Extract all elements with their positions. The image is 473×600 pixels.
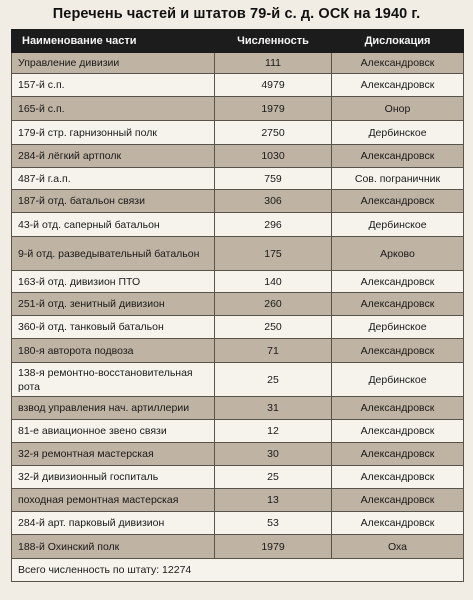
table-row <box>12 443 464 466</box>
table-row <box>12 512 464 535</box>
count-cell: 260 <box>215 293 332 316</box>
count-cell: 296 <box>215 213 332 237</box>
table-row <box>12 145 464 168</box>
total-cell: Всего численность по штату: 12274 <box>12 559 464 582</box>
unit-name-cell: 43-й отд. саперный батальон <box>12 213 215 237</box>
location-cell: Оха <box>332 535 464 559</box>
units-table <box>11 29 464 582</box>
table-row <box>12 121 464 145</box>
table-row <box>12 97 464 121</box>
count-cell: 25 <box>215 466 332 489</box>
location-cell: Дербинское <box>332 363 464 397</box>
count-cell: 1030 <box>215 145 332 168</box>
table-row <box>12 213 464 237</box>
unit-name-cell: 284-й лёгкий артполк <box>12 145 215 168</box>
location-cell: Александровск <box>332 145 464 168</box>
unit-name-cell: 284-й арт. парковый дивизион <box>12 512 215 535</box>
table-row <box>12 339 464 363</box>
unit-name-cell: 157-й с.п. <box>12 74 215 97</box>
location-cell: Александровск <box>332 293 464 316</box>
unit-name-cell: 163-й отд. дивизион ПТО <box>12 271 215 293</box>
location-cell: Александровск <box>332 53 464 74</box>
table-row <box>12 293 464 316</box>
unit-name-cell: взвод управления нач. артиллерии <box>12 397 215 420</box>
count-cell: 31 <box>215 397 332 420</box>
table-header-row <box>12 30 464 53</box>
location-cell: Дербинское <box>332 121 464 145</box>
count-cell: 759 <box>215 168 332 190</box>
location-cell: Александровск <box>332 489 464 512</box>
location-cell: Дербинское <box>332 316 464 339</box>
unit-name-cell: 188-й Охинский полк <box>12 535 215 559</box>
table-row <box>12 74 464 97</box>
unit-name-cell: 180-я авторота подвоза <box>12 339 215 363</box>
header-unit-name: Наименование части <box>12 30 215 53</box>
count-cell: 175 <box>215 237 332 271</box>
unit-name-cell: 179-й стр. гарнизонный полк <box>12 121 215 145</box>
table-row <box>12 420 464 443</box>
header-count: Численность <box>215 30 332 53</box>
location-cell: Дербинское <box>332 213 464 237</box>
count-cell: 30 <box>215 443 332 466</box>
location-cell: Александровск <box>332 339 464 363</box>
table-row <box>12 466 464 489</box>
table-row <box>12 53 464 74</box>
table-row <box>12 237 464 271</box>
count-cell: 306 <box>215 190 332 213</box>
unit-name-cell: 81-е авиационное звено связи <box>12 420 215 443</box>
table-row <box>12 168 464 190</box>
count-cell: 53 <box>215 512 332 535</box>
unit-name-cell: Управление дивизии <box>12 53 215 74</box>
table-row <box>12 190 464 213</box>
count-cell: 111 <box>215 53 332 74</box>
table-row <box>12 535 464 559</box>
location-cell: Александровск <box>332 190 464 213</box>
count-cell: 250 <box>215 316 332 339</box>
unit-name-cell: 360-й отд. танковый батальон <box>12 316 215 339</box>
header-location: Дислокация <box>332 30 464 53</box>
count-cell: 12 <box>215 420 332 443</box>
total-row <box>12 559 464 582</box>
location-cell: Арково <box>332 237 464 271</box>
count-cell: 71 <box>215 339 332 363</box>
location-cell: Александровск <box>332 74 464 97</box>
unit-name-cell: походная ремонтная мастерская <box>12 489 215 512</box>
table-row <box>12 363 464 397</box>
unit-name-cell: 32-й дивизионный госпиталь <box>12 466 215 489</box>
count-cell: 4979 <box>215 74 332 97</box>
unit-name-cell: 187-й отд. батальон связи <box>12 190 215 213</box>
count-cell: 13 <box>215 489 332 512</box>
unit-name-cell: 138-я ремонтно-восстановительная рота <box>12 363 215 397</box>
unit-name-cell: 251-й отд. зенитный дивизион <box>12 293 215 316</box>
count-cell: 1979 <box>215 535 332 559</box>
location-cell: Александровск <box>332 271 464 293</box>
unit-name-cell: 487-й г.а.п. <box>12 168 215 190</box>
location-cell: Сов. пограничник <box>332 168 464 190</box>
count-cell: 140 <box>215 271 332 293</box>
location-cell: Александровск <box>332 512 464 535</box>
table-row <box>12 316 464 339</box>
table-row <box>12 271 464 293</box>
location-cell: Александровск <box>332 420 464 443</box>
table-row <box>12 489 464 512</box>
location-cell: Александровск <box>332 397 464 420</box>
page-title: Перечень частей и штатов 79-й с. д. ОСК на 1940 г. <box>52 6 421 22</box>
table-row <box>12 397 464 420</box>
unit-name-cell: 9-й отд. разведывательный батальон <box>12 237 215 271</box>
location-cell: Онор <box>332 97 464 121</box>
count-cell: 25 <box>215 363 332 397</box>
location-cell: Александровск <box>332 466 464 489</box>
location-cell: Александровск <box>332 443 464 466</box>
unit-name-cell: 165-й с.п. <box>12 97 215 121</box>
count-cell: 1979 <box>215 97 332 121</box>
unit-name-cell: 32-я ремонтная мастерская <box>12 443 215 466</box>
count-cell: 2750 <box>215 121 332 145</box>
